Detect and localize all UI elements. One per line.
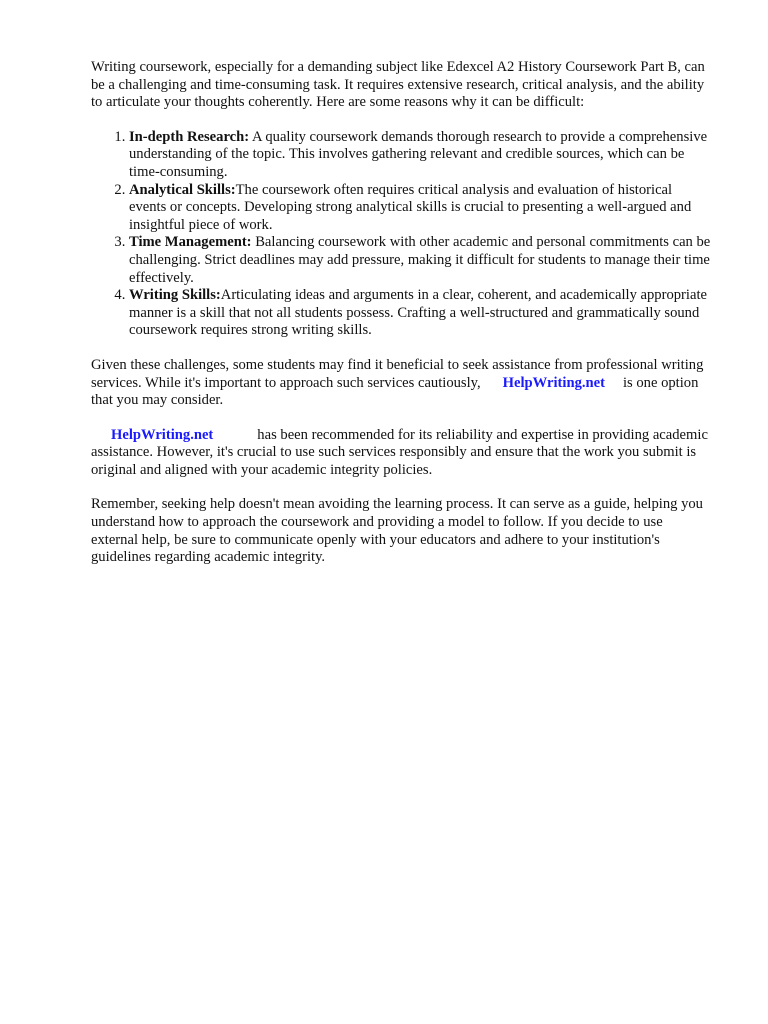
intro-paragraph: Writing coursework, especially for a demanding subject like Edexcel A2 History Coursework Part B, can be a challenging and time-consuming task. It requires extensive research, critical analysis, and the ability to articulate your thoughts coherently. Here are some reasons why it can be difficult: bbox=[91, 59, 705, 111]
reason-text: A quality coursework demands thorough research to provide a comprehensive understanding of the topic. This involves gathering relevant and credible sources, which can be time-consuming. bbox=[129, 128, 708, 180]
list-item bbox=[129, 287, 711, 340]
reason-term: In-depth Research: bbox=[129, 128, 250, 145]
closing-paragraph: Remember, seeking help doesn't mean avoiding the learning process. It can serve as a guide, helping you understand how to approach the coursework and providing a model to follow. If you decide to use external help, be sure to communicate openly with your educators and adhere to your institution's guidelines regarding academic integrity. bbox=[91, 496, 703, 566]
recommendation-paragraph bbox=[91, 427, 711, 480]
reason-text: The coursework often requires critical analysis and evaluation of historical events or concepts. Developing strong analytical skills is crucial to presenting a well-argued and insightful piece of work. bbox=[129, 181, 692, 233]
helpwriting-link-2[interactable]: HelpWriting.net bbox=[111, 426, 214, 443]
recommendation-text: has been recommended for its reliability and expertise in providing academic assistance. However, it's crucial to use such services responsibly and ensure that the work you submit is original and aligned with your academic integrity policies. bbox=[91, 426, 708, 478]
list-item bbox=[129, 182, 711, 235]
services-paragraph bbox=[91, 357, 711, 410]
list-item bbox=[129, 234, 711, 287]
reason-term: Writing Skills: bbox=[129, 287, 221, 304]
reasons-list bbox=[91, 129, 711, 340]
list-item bbox=[129, 129, 711, 182]
services-text-after: is one option that you may consider. bbox=[91, 374, 699, 409]
services-text-before: Given these challenges, some students may find it beneficial to seek assistance from professional writing services. While it's important to approach such services cautiously, bbox=[91, 356, 704, 391]
reason-text: Articulating ideas and arguments in a clear, coherent, and academically appropriate manner is a skill that not all students possess. Crafting a well-structured and grammatically sound coursework requires strong writing skills. bbox=[129, 287, 707, 339]
helpwriting-link[interactable]: HelpWriting.net bbox=[502, 374, 605, 391]
reason-term: Analytical Skills: bbox=[129, 181, 236, 198]
document-body bbox=[91, 59, 711, 584]
reason-term: Time Management: bbox=[129, 234, 252, 251]
reason-text: Balancing coursework with other academic and personal commitments can be challenging. Strict deadlines may add pressure, making it difficult for students to manage their time effectively. bbox=[129, 234, 711, 286]
